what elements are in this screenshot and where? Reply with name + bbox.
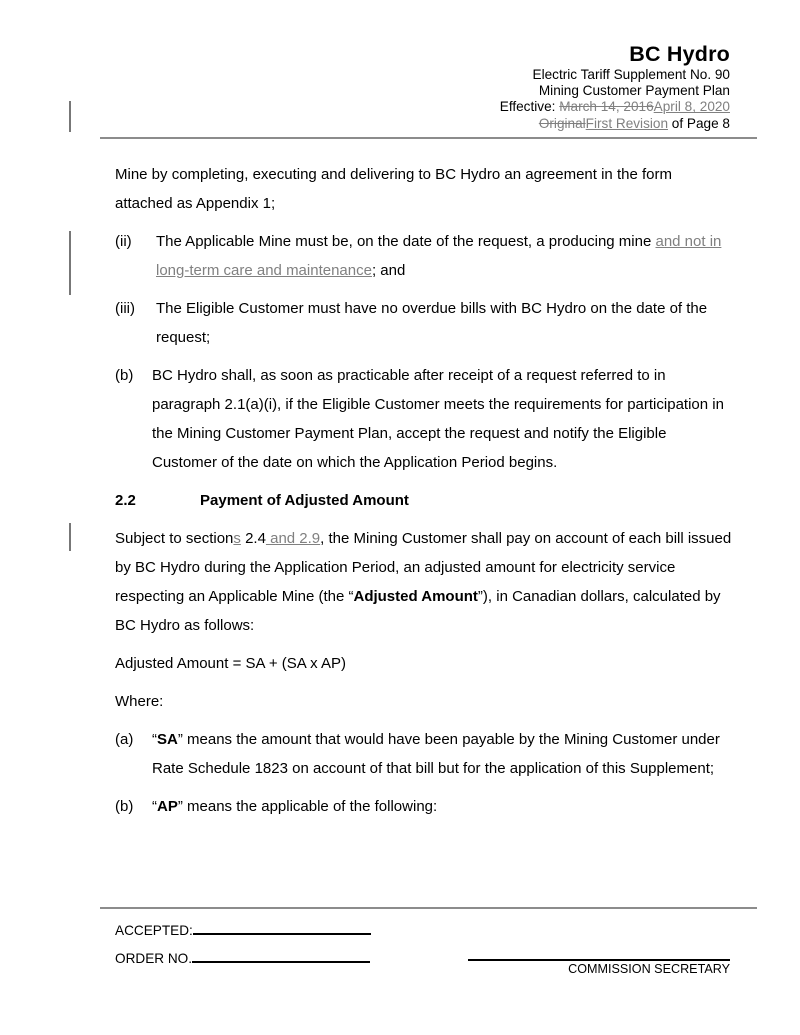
supplement-number-line: Electric Tariff Supplement No. 90 (532, 67, 730, 82)
list-item-b-label: (b) (115, 367, 134, 384)
definition-b-text (152, 792, 732, 821)
section-number: 2.2 (115, 492, 136, 509)
accepted-row (115, 922, 371, 939)
subject-text-4: ”), in Canadian dollars, calculated by BC Hydro as follows: (115, 588, 721, 634)
page-number-suffix: of Page 8 (668, 115, 730, 131)
footer-rule (100, 907, 757, 909)
definition-b-open-quote: “ (152, 798, 157, 815)
list-item-ii-text-before: The Applicable Mine must be, on the date of the request, a producing mine (156, 233, 656, 250)
subject-inserted-and-2-9: and 2.9 (265, 530, 321, 547)
subject-text-3: , the Mining Customer shall pay on account of each bill issued by BC Hydro during the Application Period, an adjusted amount for electricity service respecting an Applicable Mine (the “ (115, 530, 732, 605)
effective-date-line (500, 99, 730, 115)
subject-text-2: 2.4 (240, 530, 266, 547)
definition-b-label: (b) (115, 798, 134, 815)
definition-a-close-quote: ” (177, 731, 183, 748)
definition-a-term: SA (157, 731, 178, 748)
where-label: Where: (115, 693, 164, 710)
definition-a-label: (a) (115, 731, 134, 748)
definition-b-term: AP (157, 798, 178, 815)
accepted-signature-line (193, 922, 371, 935)
order-number-label: ORDER NO. (115, 951, 193, 966)
definition-a-open-quote: “ (152, 731, 157, 748)
revision-deleted: Original (538, 115, 586, 131)
list-item-b-text: BC Hydro shall, as soon as practicable after receipt of a request referred to in paragraph 2.1(a)(i), if the Eligible Customer meets the requirements for participation in the Mining Customer Payment Plan, accept the request and notify the Eligible Customer of the date on which the Application Period begins. (152, 367, 724, 471)
revision-page-line (500, 116, 730, 132)
revision-change-bar-header (69, 101, 71, 132)
order-number-line (192, 950, 370, 963)
list-item-iii-text: The Eligible Customer must have no overdue bills with BC Hydro on the date of the request; (156, 300, 708, 346)
definition-a (115, 725, 732, 783)
list-item-ii-text-after: ; and (371, 262, 406, 279)
definition-b (115, 792, 732, 821)
paragraph-i-continuation: Mine by completing, executing and delivering to BC Hydro an agreement in the form attached as Appendix 1; (115, 166, 672, 212)
effective-date-inserted: April 8, 2020 (653, 99, 730, 115)
subject-inserted-s: s (233, 530, 241, 547)
formula-line: Adjusted Amount = SA + (SA x AP) (115, 655, 346, 672)
list-item-ii-inserted-text: and not in long-term care and maintenance (156, 233, 722, 279)
section-2-2-heading (115, 486, 732, 515)
effective-label: Effective: (499, 99, 560, 115)
commission-secretary-block (468, 946, 730, 977)
list-item-ii (115, 227, 732, 285)
plan-name-line: Mining Customer Payment Plan (538, 83, 730, 99)
revision-change-bar-item-ii (69, 231, 71, 295)
document-body (115, 160, 732, 830)
list-item-iii-label: (iii) (115, 300, 135, 317)
definition-a-text (152, 725, 732, 783)
document-header (500, 42, 730, 132)
company-name: BC Hydro (629, 42, 730, 66)
adjusted-amount-term: Adjusted Amount (353, 588, 478, 605)
order-number-row (115, 950, 370, 967)
section-title: Payment of Adjusted Amount (200, 492, 409, 509)
definition-b-close-quote: ” (177, 798, 183, 815)
definition-a-body: means the amount that would have been payable by the Mining Customer under Rate Schedule 1823 on account of that bill but for the application of this Supplement; (152, 731, 720, 777)
revision-change-bar-subject-para (69, 523, 71, 551)
subject-paragraph (115, 524, 732, 640)
list-item-iii (115, 294, 732, 352)
definition-b-body: means the applicable of the following: (182, 798, 438, 815)
commission-secretary-label: COMMISSION SECRETARY (568, 962, 730, 976)
list-item-b (115, 361, 732, 477)
revision-inserted: First Revision (585, 115, 669, 131)
list-item-ii-label: (ii) (115, 233, 132, 250)
header-rule (100, 137, 757, 139)
list-item-ii-text (156, 227, 732, 285)
subject-text-1: Subject to section (115, 530, 234, 547)
accepted-label: ACCEPTED: (115, 923, 193, 938)
effective-date-deleted: March 14, 2016 (559, 99, 654, 115)
commission-secretary-signature-line (468, 946, 730, 961)
